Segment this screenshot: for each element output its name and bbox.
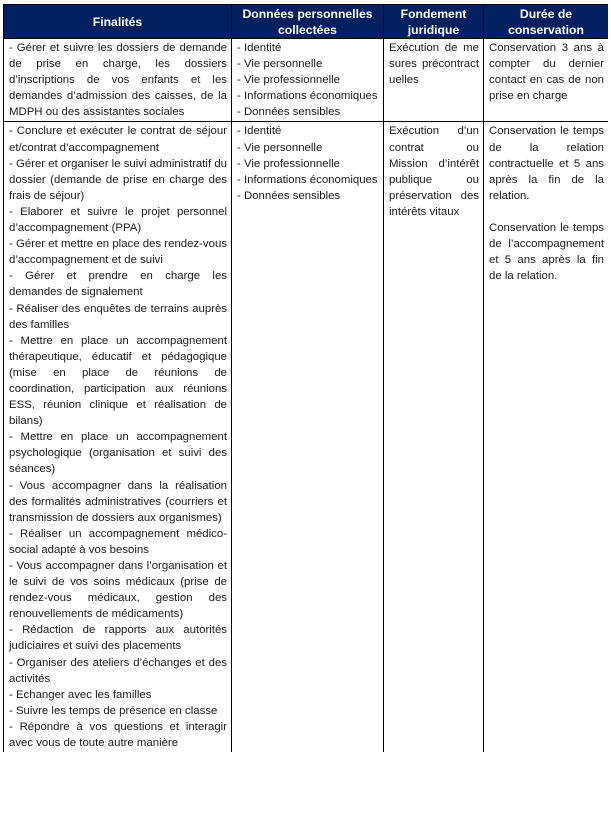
donnee-item: - Identité xyxy=(237,125,282,138)
finalite-item: - Réaliser un accompagnement médico-social adapté à vos besoins xyxy=(9,527,227,556)
table-row xyxy=(4,122,609,752)
duree-text: Conservation 3 ans à compter du dernier contact en cas de non prise en charge xyxy=(489,42,604,103)
cell-donnees xyxy=(232,122,384,752)
finalite-item: - Echanger avec les familles xyxy=(9,688,152,701)
donnee-item: - Identité xyxy=(237,42,282,54)
header-row xyxy=(4,5,609,39)
donnee-item: - Vie personnelle xyxy=(237,141,323,154)
finalite-item: - Gérer et mettre en place des rendez-vous d’accompagnement et de suivi xyxy=(9,238,227,267)
donnee-item: - Données sensibles xyxy=(237,106,341,119)
finalite-item: - Réaliser des enquêtes de terrains auprès des familles xyxy=(9,302,227,331)
paragraph-gap xyxy=(489,204,604,220)
finalite-item: - Gérer et organiser le suivi administratif du dossier (demande de prise en charge des frais de séjour) xyxy=(9,157,227,202)
cell-finalites xyxy=(4,39,232,122)
data-processing-table xyxy=(3,4,608,752)
duree-text: Conservation le temps de l’accompagnement et 5 ans après la fin de la relation. xyxy=(489,222,604,283)
cell-finalites xyxy=(4,122,232,752)
duree-text: Conservation le temps de la relation contractuelle et 5 ans après la fin de la relation. xyxy=(489,125,604,202)
finalite-item: - Mettre en place un accompagnement psychologique (organisation et suivi des séances) xyxy=(9,431,227,476)
header-finalites: Finalités xyxy=(4,5,232,39)
header-duree-conservation: Durée de conservation xyxy=(484,5,609,39)
donnee-item: - Vie personnelle xyxy=(237,58,323,71)
donnee-item: - Vie professionnelle xyxy=(237,74,340,87)
finalite-item: - Mettre en place un accompagnement thérapeutique, éducatif et pédagogique (mise en place de réunions de coordination, participation aux réunions ESS, réunion clinique et réalisation de bilans) xyxy=(9,334,227,428)
finalite-item: - Vous accompagner dans l’organisation et le suivi de vos soins médicaux (prise de rendez-vous médicaux, gestion des renouvellements de médicaments) xyxy=(9,560,227,621)
cell-duree xyxy=(484,122,609,752)
header-donnees-personnelles: Données personnelles collectées xyxy=(232,5,384,39)
fondement-text: Exécution de mesures précontractuelles xyxy=(389,42,479,87)
finalite-item: - Suivre les temps de présence en classe xyxy=(9,704,218,717)
donnee-item: - Données sensibles xyxy=(237,189,341,202)
header-fondement-juridique: Fondement juridique xyxy=(384,5,484,39)
donnee-item: - Informations économiques xyxy=(237,90,378,103)
finalite-item: - Elaborer et suivre le projet personnel d’accompagnement (PPA) xyxy=(9,205,227,235)
finalite-item: - Conclure et exécuter le contrat de séjour et/contrat d’accompagnement xyxy=(9,125,227,154)
table-row xyxy=(4,39,609,122)
document-viewport xyxy=(3,4,608,819)
finalite-item: - Répondre à vos questions et interagir avec vous de toute autre manière xyxy=(9,720,227,750)
finalite-item: - Organiser des ateliers d’échanges et des activités xyxy=(9,656,227,685)
cell-donnees xyxy=(232,39,384,122)
fondement-text: Exécution d’un contrat ou Mission d’intérêt publique ou préservation des intérêts vitaux xyxy=(389,125,479,218)
cell-fondement xyxy=(384,122,484,752)
finalite-item: - Gérer et suivre les dossiers de demande de prise en charge, les dossiers d’inscriptions de vos enfants et les demandes d’admission des caisses, de la MDPH ou des assistantes sociales xyxy=(9,42,227,119)
cell-fondement xyxy=(384,39,484,122)
donnee-item: - Informations économiques xyxy=(237,173,378,186)
cell-duree xyxy=(484,39,609,122)
finalite-item: - Rédaction de rapports aux autorités judiciaires et suivi des placements xyxy=(9,624,227,653)
finalite-item: - Gérer et prendre en charge les demandes de signalement xyxy=(9,270,227,299)
donnee-item: - Vie professionnelle xyxy=(237,157,340,170)
finalite-item: - Vous accompagner dans la réalisation des formalités administratives (courriers et transmission de dossiers aux organismes) xyxy=(9,479,227,524)
